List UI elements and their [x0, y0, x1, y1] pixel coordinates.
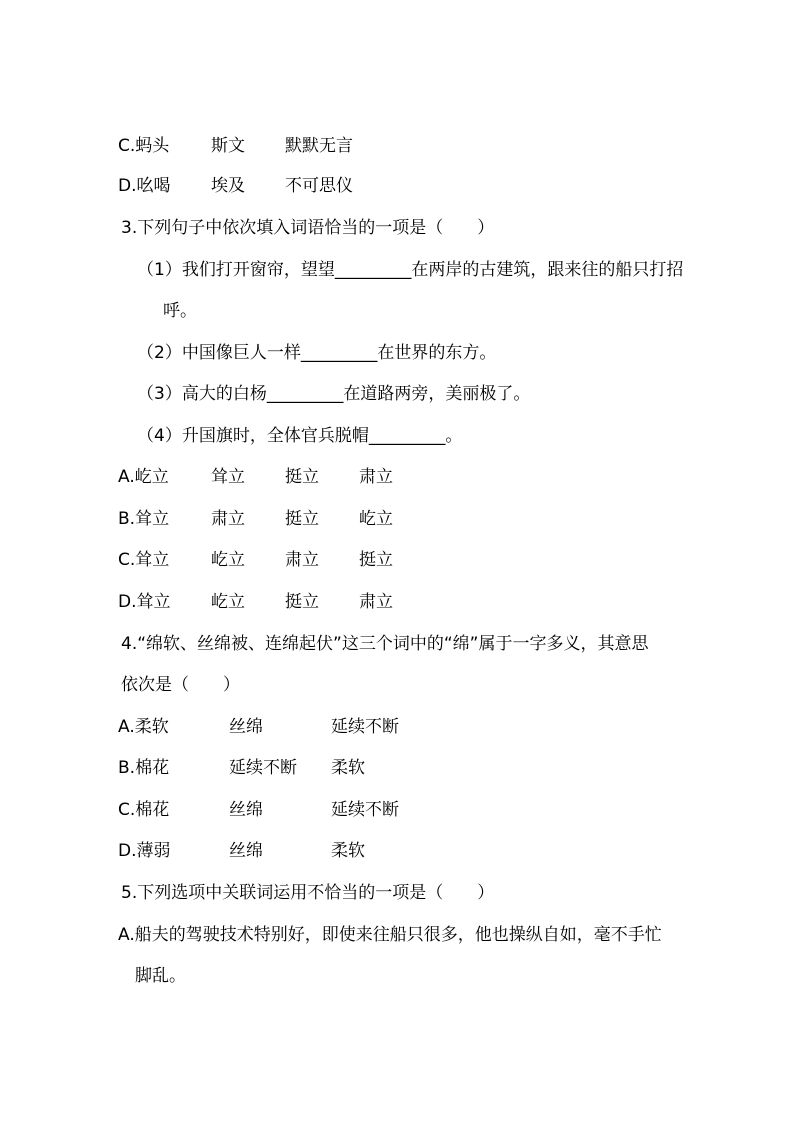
q3-sentence-2: （2）中国像巨人一样_________在世界的东方。: [137, 343, 497, 363]
option-label: C.棉花: [118, 800, 170, 820]
option-word: 埃及: [211, 176, 245, 196]
option-word: 挺立: [285, 509, 319, 529]
option-word: 肃立: [211, 509, 245, 529]
option-word: 屹立: [359, 509, 393, 529]
option-label: A.柔软: [118, 717, 169, 737]
option-word: 丝绵: [229, 717, 263, 737]
option-label: C.耸立: [118, 550, 170, 570]
option-label: C.蚂头: [118, 136, 170, 156]
option-word: 延续不断: [331, 717, 399, 737]
option-word: 延续不断: [331, 800, 399, 820]
option-word: 肃立: [359, 592, 393, 612]
option-label: D.薄弱: [118, 841, 171, 861]
option-word: 丝绵: [229, 800, 263, 820]
q3-sentence-3: （3）高大的白杨_________在道路两旁，美丽极了。: [137, 384, 531, 404]
option-word: 斯文: [211, 136, 245, 156]
option-word: 屹立: [211, 550, 245, 570]
option-label: D.耸立: [118, 592, 171, 612]
option-word: 柔软: [331, 841, 365, 861]
q3-sentence-1: （1）我们打开窗帘，望望_________在两岸的古建筑，跟来往的船只打招: [137, 260, 684, 280]
q4-stem-continued: 依次是（ ）: [121, 675, 240, 695]
option-word: 肃立: [285, 550, 319, 570]
q3-sentence-4: （4）升国旗时，全体官兵脱帽_________。: [137, 426, 463, 446]
q5-stem: 5.下列选项中关联词运用不恰当的一项是（ ）: [121, 883, 495, 903]
option-word: 柔软: [331, 758, 365, 778]
option-word: 默默无言: [285, 136, 353, 156]
option-word: 挺立: [285, 592, 319, 612]
option-label: B.棉花: [118, 758, 170, 778]
option-word: 耸立: [211, 467, 245, 487]
option-word: 延续不断: [229, 758, 297, 778]
q5-option-a: A.船夫的驾驶技术特别好，即使来往船只很多，他也操纵自如，毫不手忙: [118, 925, 662, 945]
option-label: D.吆喝: [118, 176, 171, 196]
q3-sentence-1-continued: 呼。: [163, 301, 197, 321]
option-label: A.屹立: [118, 467, 169, 487]
q3-stem: 3.下列句子中依次填入词语恰当的一项是（ ）: [121, 218, 495, 238]
option-word: 屹立: [211, 592, 245, 612]
q5-option-a-continued: 脚乱。: [135, 966, 186, 986]
option-word: 不可思仪: [285, 176, 353, 196]
option-word: 丝绵: [229, 841, 263, 861]
option-word: 挺立: [285, 467, 319, 487]
option-label: B.耸立: [118, 509, 170, 529]
q4-stem: 4.“绵软、丝绵被、连绵起伏”这三个词中的“绵”属于一字多义，其意思: [121, 634, 649, 654]
option-word: 肃立: [359, 467, 393, 487]
option-word: 挺立: [359, 550, 393, 570]
